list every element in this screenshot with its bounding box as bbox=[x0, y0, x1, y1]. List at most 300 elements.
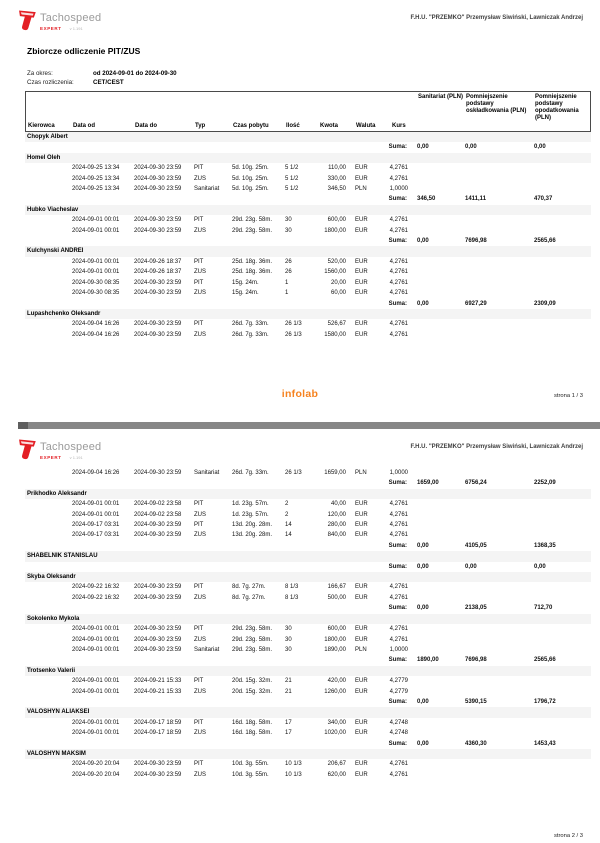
logo-text-block bbox=[40, 438, 101, 461]
ilosc-cell: 17 bbox=[285, 730, 292, 737]
data-do-cell: 2024-09-30 23:59 bbox=[134, 186, 182, 193]
waluta-cell: EUR bbox=[355, 730, 368, 737]
waluta-cell: EUR bbox=[355, 331, 368, 338]
data-od-cell: 2024-09-01 00:01 bbox=[72, 511, 120, 518]
data-do-cell: 2024-09-30 23:59 bbox=[134, 636, 182, 643]
czas-pobytu-cell: 20d. 15g. 32m. bbox=[232, 678, 273, 685]
tachospeed-logo-icon bbox=[17, 9, 37, 32]
suma-sanitariat-value: 0,00 bbox=[417, 605, 429, 612]
data-do-cell: 2024-09-17 18:59 bbox=[134, 730, 182, 737]
kurs-cell: 4,2779 bbox=[389, 678, 408, 685]
kurs-cell: 4,2761 bbox=[389, 279, 408, 286]
typ-cell: PIT bbox=[194, 761, 204, 768]
ilosc-cell: 26 1/3 bbox=[285, 331, 302, 338]
data-od-cell: 2024-09-01 00:01 bbox=[72, 636, 120, 643]
data-od-cell: 2024-09-01 00:01 bbox=[72, 626, 120, 633]
company-name: F.H.U. "PRZEMKO" Przemysław Siwiński, Lawniczak Andrzej bbox=[410, 15, 583, 21]
ilosc-cell: 26 1/3 bbox=[285, 321, 302, 328]
suma-oskladkowania-value: 2138,05 bbox=[465, 605, 487, 612]
czas-pobytu-cell: 16d. 18g. 58m. bbox=[232, 730, 273, 737]
kwota-cell: 840,00 bbox=[327, 532, 346, 539]
kwota-cell: 1580,00 bbox=[324, 331, 346, 338]
czas-pobytu-cell: 5d. 10g. 25m. bbox=[232, 186, 269, 193]
suma-sanitariat-value: 0,00 bbox=[417, 542, 429, 549]
typ-cell: Sanitariat bbox=[194, 470, 220, 476]
suma-sanitariat-value: 0,00 bbox=[417, 144, 429, 151]
waluta-cell: EUR bbox=[355, 321, 368, 328]
entry-row bbox=[25, 468, 591, 478]
brand-name: Tachospeed bbox=[40, 441, 102, 453]
data-od-cell: 2024-09-01 00:01 bbox=[72, 217, 120, 224]
driver-group-row bbox=[25, 707, 591, 717]
suma-opodatkowania-value: 470,37 bbox=[534, 196, 553, 203]
entry-row bbox=[25, 530, 591, 540]
kurs-cell: 4,2761 bbox=[389, 321, 408, 328]
entry-row bbox=[25, 330, 591, 340]
kwota-cell: 40,00 bbox=[330, 501, 346, 508]
suma-label: Suma: bbox=[388, 300, 407, 307]
entry-row bbox=[25, 520, 591, 530]
entry-row bbox=[25, 278, 591, 288]
kwota-cell: 206,67 bbox=[327, 761, 346, 768]
suma-opodatkowania-value: 1368,35 bbox=[534, 542, 556, 549]
data-od-cell: 2024-09-01 00:01 bbox=[72, 678, 120, 685]
entry-row bbox=[25, 728, 591, 738]
suma-label: Suma: bbox=[388, 542, 407, 549]
czas-pobytu-cell: 29d. 23g. 58m. bbox=[232, 626, 273, 633]
kwota-cell: 110,00 bbox=[328, 165, 346, 172]
driver-name: Kulchynski ANDREI bbox=[27, 248, 84, 255]
ilosc-cell: 30 bbox=[285, 636, 292, 643]
entry-row bbox=[25, 759, 591, 769]
entry-row bbox=[25, 319, 591, 329]
typ-cell: PIT bbox=[194, 217, 204, 224]
kurs-cell: 4,2761 bbox=[389, 522, 408, 529]
suma-row bbox=[25, 299, 591, 309]
suma-label: Suma: bbox=[388, 238, 407, 245]
data-do-cell: 2024-09-30 23:59 bbox=[134, 646, 182, 653]
suma-label: Suma: bbox=[388, 740, 407, 747]
kwota-cell: 420,00 bbox=[327, 678, 346, 685]
page1-number: strona 1 / 3 bbox=[553, 393, 583, 399]
typ-cell: ZUS bbox=[194, 269, 206, 276]
typ-cell: PIT bbox=[194, 165, 204, 172]
waluta-cell: PLN bbox=[355, 186, 367, 193]
waluta-cell: EUR bbox=[355, 678, 368, 685]
suma-oskladkowania-value: 4105,05 bbox=[465, 542, 487, 549]
data-od-cell: 2024-09-04 16:26 bbox=[72, 321, 120, 328]
tachospeed-logo-icon bbox=[17, 438, 37, 461]
entry-row bbox=[25, 687, 591, 697]
data-do-cell: 2024-09-30 23:59 bbox=[134, 279, 182, 286]
kurs-cell: 1,0000 bbox=[389, 646, 408, 653]
driver-group-row bbox=[25, 614, 591, 624]
czas-pobytu-cell: 26d. 7g. 33m. bbox=[232, 470, 269, 476]
ilosc-cell: 21 bbox=[285, 678, 292, 685]
kwota-cell: 520,00 bbox=[327, 258, 346, 265]
waluta-cell: EUR bbox=[355, 269, 368, 276]
kurs-cell: 4,2761 bbox=[389, 175, 408, 182]
typ-cell: PIT bbox=[194, 279, 204, 286]
ilosc-cell: 30 bbox=[285, 217, 292, 224]
typ-cell: PIT bbox=[194, 501, 204, 508]
column-header-data-od: Data od bbox=[73, 123, 96, 129]
czas-pobytu-cell: 29d. 23g. 58m. bbox=[232, 636, 273, 643]
suma-opodatkowania-value: 0,00 bbox=[534, 144, 546, 151]
ilosc-cell: 30 bbox=[285, 626, 292, 633]
suma-opodatkowania-value: 2565,66 bbox=[534, 657, 556, 664]
driver-name: SHABELNIK STANISLAU bbox=[27, 553, 98, 560]
typ-cell: PIT bbox=[194, 522, 204, 529]
suma-sanitariat-value: 1890,00 bbox=[417, 657, 439, 664]
data-do-cell: 2024-09-21 15:33 bbox=[134, 688, 182, 695]
typ-cell: ZUS bbox=[194, 688, 206, 695]
waluta-cell: EUR bbox=[355, 688, 368, 695]
ilosc-cell: 5 1/2 bbox=[285, 186, 299, 193]
ilosc-cell: 14 bbox=[285, 522, 292, 529]
typ-cell: ZUS bbox=[194, 290, 206, 297]
entry-row bbox=[25, 257, 591, 267]
czas-pobytu-cell: 26d. 7g. 33m. bbox=[232, 321, 269, 328]
czas-pobytu-cell: 26d. 7g. 33m. bbox=[232, 331, 269, 338]
data-do-cell: 2024-09-26 18:37 bbox=[134, 258, 182, 265]
typ-cell: PIT bbox=[194, 584, 204, 591]
kurs-cell: 4,2748 bbox=[389, 730, 408, 737]
kwota-cell: 330,00 bbox=[327, 175, 346, 182]
timezone-value: CET/CEST bbox=[93, 79, 124, 86]
driver-group-row bbox=[25, 132, 591, 142]
driver-group-row bbox=[25, 246, 591, 256]
data-do-cell: 2024-09-30 23:59 bbox=[134, 217, 182, 224]
kurs-cell: 1,0000 bbox=[389, 470, 408, 476]
tachospeed-logo bbox=[17, 9, 101, 32]
waluta-cell: EUR bbox=[355, 761, 368, 768]
data-od-cell: 2024-09-25 13:34 bbox=[72, 186, 120, 193]
entry-row bbox=[25, 163, 591, 173]
czas-pobytu-cell: 29d. 23g. 58m. bbox=[232, 227, 273, 234]
entry-row bbox=[25, 184, 591, 194]
kwota-cell: 500,00 bbox=[327, 594, 346, 601]
suma-row bbox=[25, 541, 591, 551]
kurs-cell: 4,2761 bbox=[389, 269, 408, 276]
suma-oskladkowania-value: 7696,98 bbox=[465, 657, 487, 664]
entry-row bbox=[25, 645, 591, 655]
suma-sanitariat-value: 0,00 bbox=[417, 300, 429, 307]
waluta-cell: EUR bbox=[355, 511, 368, 518]
typ-cell: ZUS bbox=[194, 227, 206, 234]
kwota-cell: 120,00 bbox=[327, 511, 346, 518]
kurs-cell: 4,2761 bbox=[389, 594, 408, 601]
kwota-cell: 1560,00 bbox=[324, 269, 346, 276]
driver-group-row bbox=[25, 205, 591, 215]
data-od-cell: 2024-09-30 08:35 bbox=[72, 279, 120, 286]
data-od-cell: 2024-09-01 00:01 bbox=[72, 258, 120, 265]
kwota-cell: 600,00 bbox=[327, 626, 346, 633]
entry-row bbox=[25, 718, 591, 728]
czas-pobytu-cell: 20d. 15g. 32m. bbox=[232, 688, 273, 695]
ilosc-cell: 10 1/3 bbox=[285, 771, 302, 778]
data-od-cell: 2024-09-04 16:26 bbox=[72, 470, 120, 476]
typ-cell: ZUS bbox=[194, 175, 206, 182]
data-od-cell: 2024-09-01 00:01 bbox=[72, 501, 120, 508]
data-do-cell: 2024-09-30 23:59 bbox=[134, 584, 182, 591]
column-header-ilosc: Ilość bbox=[286, 123, 300, 129]
entry-row bbox=[25, 582, 591, 592]
report-meta bbox=[27, 69, 600, 87]
ilosc-cell: 26 1/3 bbox=[285, 470, 302, 476]
suma-opodatkowania-value: 712,70 bbox=[534, 605, 553, 612]
ilosc-cell: 30 bbox=[285, 227, 292, 234]
report-page-2 bbox=[0, 429, 600, 842]
report-title: Zbiorcze odliczenie PIT/ZUS bbox=[27, 46, 141, 56]
data-do-cell: 2024-09-30 23:59 bbox=[134, 290, 182, 297]
driver-name: VALOSHYN ALIAKSEI bbox=[27, 709, 90, 716]
data-od-cell: 2024-09-01 00:01 bbox=[72, 646, 120, 653]
data-od-cell: 2024-09-25 13:34 bbox=[72, 175, 120, 182]
column-header-waluta: Waluta bbox=[356, 123, 376, 129]
entry-row bbox=[25, 593, 591, 603]
column-header-czas-pobytu: Czas pobytu bbox=[233, 123, 269, 129]
column-header-typ: Typ bbox=[195, 123, 206, 129]
ilosc-cell: 2 bbox=[285, 511, 289, 518]
entry-row bbox=[25, 215, 591, 225]
kwota-cell: 620,00 bbox=[327, 771, 346, 778]
entry-row bbox=[25, 174, 591, 184]
typ-cell: ZUS bbox=[194, 636, 206, 643]
column-header-oskladkowania: Pomniejszenie podstawy oskładkowania (PLN) bbox=[466, 94, 527, 114]
driver-name: Prikhodko Aleksandr bbox=[27, 490, 87, 497]
waluta-cell: PLN bbox=[355, 470, 367, 476]
driver-name: Hubko Viacheslav bbox=[27, 206, 79, 213]
version-label: v 1.191 bbox=[69, 26, 83, 31]
page-header bbox=[0, 0, 600, 37]
kwota-cell: 1020,00 bbox=[324, 730, 346, 737]
kurs-cell: 4,2761 bbox=[389, 258, 408, 265]
waluta-cell: EUR bbox=[355, 771, 368, 778]
driver-name: Chopyk Albert bbox=[27, 134, 68, 140]
data-od-cell: 2024-09-01 00:01 bbox=[72, 719, 120, 726]
czas-pobytu-cell: 25d. 18g. 36m. bbox=[232, 269, 273, 276]
suma-sanitariat-value: 0,00 bbox=[417, 563, 429, 570]
page-separator-bar bbox=[18, 422, 600, 429]
suma-oskladkowania-value: 4360,30 bbox=[465, 740, 487, 747]
page2-header bbox=[0, 429, 600, 466]
entry-row bbox=[25, 267, 591, 277]
kwota-cell: 600,00 bbox=[327, 217, 346, 224]
edition-label: EXPERT bbox=[40, 455, 62, 460]
data-od-cell: 2024-09-01 00:01 bbox=[72, 269, 120, 276]
ilosc-cell: 17 bbox=[285, 719, 292, 726]
waluta-cell: EUR bbox=[355, 227, 368, 234]
czas-pobytu-cell: 8d. 7g. 27m. bbox=[232, 594, 266, 601]
data-do-cell: 2024-09-30 23:59 bbox=[134, 165, 182, 172]
data-do-cell: 2024-09-30 23:59 bbox=[134, 771, 182, 778]
czas-pobytu-cell: 29d. 23g. 58m. bbox=[232, 646, 273, 653]
ilosc-cell: 10 1/3 bbox=[285, 761, 302, 768]
suma-row bbox=[25, 739, 591, 749]
suma-opodatkowania-value: 2565,66 bbox=[534, 238, 556, 245]
suma-oskladkowania-value: 0,00 bbox=[465, 144, 477, 151]
driver-group-row bbox=[25, 489, 591, 499]
period-label: Za okres: bbox=[27, 70, 53, 77]
waluta-cell: EUR bbox=[355, 719, 368, 726]
data-do-cell: 2024-09-30 23:59 bbox=[134, 532, 182, 539]
suma-label: Suma: bbox=[388, 480, 407, 487]
ilosc-cell: 26 bbox=[285, 269, 292, 276]
data-do-cell: 2024-09-17 18:59 bbox=[134, 719, 182, 726]
kwota-cell: 1800,00 bbox=[324, 636, 346, 643]
data-od-cell: 2024-09-01 00:01 bbox=[72, 730, 120, 737]
waluta-cell: EUR bbox=[355, 522, 368, 529]
data-do-cell: 2024-09-30 23:59 bbox=[134, 331, 182, 338]
kurs-cell: 4,2761 bbox=[389, 584, 408, 591]
driver-name: Lupashchenko Oleksandr bbox=[27, 310, 101, 317]
kurs-cell: 4,2748 bbox=[389, 719, 408, 726]
suma-opodatkowania-value: 2252,09 bbox=[534, 480, 556, 487]
ilosc-cell: 1 bbox=[285, 279, 289, 286]
ilosc-cell: 14 bbox=[285, 532, 292, 539]
ilosc-cell: 1 bbox=[285, 290, 289, 297]
brand-name: Tachospeed bbox=[40, 12, 102, 24]
driver-group-row bbox=[25, 666, 591, 676]
czas-pobytu-cell: 15g. 24m. bbox=[232, 290, 259, 297]
czas-pobytu-cell: 1d. 23g. 57m. bbox=[232, 501, 269, 508]
kurs-cell: 4,2761 bbox=[389, 290, 408, 297]
data-do-cell: 2024-09-30 23:59 bbox=[134, 594, 182, 601]
czas-pobytu-cell: 15g. 24m. bbox=[232, 279, 259, 286]
typ-cell: PIT bbox=[194, 719, 204, 726]
kurs-cell: 4,2761 bbox=[389, 227, 408, 234]
data-od-cell: 2024-09-30 08:35 bbox=[72, 290, 120, 297]
data-od-cell: 2024-09-04 16:26 bbox=[72, 331, 120, 338]
column-header-opodatkowania: Pomniejszenie podstawy opodatkowania (PLN) bbox=[535, 94, 579, 121]
waluta-cell: EUR bbox=[355, 279, 368, 286]
column-header-data-do: Data do bbox=[135, 123, 158, 129]
suma-oskladkowania-value: 6927,29 bbox=[465, 300, 487, 307]
czas-pobytu-cell: 1d. 23g. 57m. bbox=[232, 511, 269, 518]
data-do-cell: 2024-09-30 23:59 bbox=[134, 470, 182, 476]
data-od-cell: 2024-09-17 03:31 bbox=[72, 532, 120, 539]
kurs-cell: 4,2761 bbox=[389, 501, 408, 508]
typ-cell: ZUS bbox=[194, 730, 206, 737]
kurs-cell: 4,2761 bbox=[389, 331, 408, 338]
kurs-cell: 4,2761 bbox=[389, 511, 408, 518]
version-label: v 1.191 bbox=[69, 455, 83, 460]
data-do-cell: 2024-09-30 23:59 bbox=[134, 227, 182, 234]
kurs-cell: 4,2761 bbox=[389, 771, 408, 778]
suma-label: Suma: bbox=[388, 144, 407, 151]
kurs-cell: 4,2761 bbox=[389, 532, 408, 539]
data-do-cell: 2024-09-30 23:59 bbox=[134, 761, 182, 768]
suma-sanitariat-value: 0,00 bbox=[417, 740, 429, 747]
data-od-cell: 2024-09-20 20:04 bbox=[72, 771, 120, 778]
kurs-cell: 4,2761 bbox=[389, 636, 408, 643]
waluta-cell: EUR bbox=[355, 175, 368, 182]
suma-label: Suma: bbox=[388, 605, 407, 612]
data-od-cell: 2024-09-17 03:31 bbox=[72, 522, 120, 529]
ilosc-cell: 26 bbox=[285, 258, 292, 265]
kwota-cell: 20,00 bbox=[330, 279, 346, 286]
column-header-kurs: Kurs bbox=[392, 123, 406, 129]
data-do-cell: 2024-09-21 15:33 bbox=[134, 678, 182, 685]
kurs-cell: 4,2761 bbox=[389, 626, 408, 633]
suma-oskladkowania-value: 1411,11 bbox=[465, 196, 487, 203]
company-name: F.H.U. "PRZEMKO" Przemysław Siwiński, Lawniczak Andrzej bbox=[410, 444, 583, 450]
ilosc-cell: 21 bbox=[285, 688, 292, 695]
waluta-cell: EUR bbox=[355, 217, 368, 224]
waluta-cell: EUR bbox=[355, 584, 368, 591]
suma-label: Suma: bbox=[388, 657, 407, 664]
typ-cell: ZUS bbox=[194, 771, 206, 778]
czas-pobytu-cell: 5d. 10g. 25m. bbox=[232, 175, 269, 182]
ilosc-cell: 5 1/2 bbox=[285, 165, 299, 172]
typ-cell: ZUS bbox=[194, 532, 206, 539]
suma-row bbox=[25, 655, 591, 665]
tachospeed-logo bbox=[17, 438, 101, 461]
driver-group-row bbox=[25, 749, 591, 759]
kwota-cell: 526,67 bbox=[327, 321, 346, 328]
logo-text-block bbox=[40, 9, 101, 32]
page2-number: strona 2 / 3 bbox=[553, 833, 583, 839]
suma-row bbox=[25, 236, 591, 246]
entry-row bbox=[25, 624, 591, 634]
suma-label: Suma: bbox=[388, 563, 407, 570]
entry-row bbox=[25, 226, 591, 236]
czas-pobytu-cell: 29d. 23g. 58m. bbox=[232, 217, 273, 224]
suma-oskladkowania-value: 6756,24 bbox=[465, 480, 487, 487]
czas-pobytu-cell: 13d. 20g. 28m. bbox=[232, 532, 273, 539]
column-header-kierowca: Kierowca bbox=[28, 123, 55, 129]
data-do-cell: 2024-09-30 23:59 bbox=[134, 522, 182, 529]
driver-name: Trotsenko Valerii bbox=[27, 667, 76, 674]
table-body-page1 bbox=[25, 132, 591, 340]
waluta-cell: EUR bbox=[355, 532, 368, 539]
table-body-page2 bbox=[25, 468, 591, 780]
period-value: od 2024-09-01 do 2024-09-30 bbox=[93, 70, 177, 77]
column-header-kwota: Kwota bbox=[320, 123, 338, 129]
entry-row bbox=[25, 770, 591, 780]
suma-oskladkowania-value: 7696,98 bbox=[465, 238, 487, 245]
suma-sanitariat-value: 1659,00 bbox=[417, 480, 439, 487]
suma-opodatkowania-value: 1453,43 bbox=[534, 740, 556, 747]
suma-row bbox=[25, 562, 591, 572]
suma-row bbox=[25, 142, 591, 152]
driver-name: Sokolenko Mykola bbox=[27, 615, 80, 622]
data-od-cell: 2024-09-01 00:01 bbox=[72, 227, 120, 234]
entry-row bbox=[25, 499, 591, 509]
data-od-cell: 2024-09-25 13:34 bbox=[72, 165, 120, 172]
kwota-cell: 166,67 bbox=[327, 584, 346, 591]
waluta-cell: EUR bbox=[355, 165, 368, 172]
infolab-logo: infolab bbox=[281, 388, 319, 400]
driver-group-row bbox=[25, 572, 591, 582]
suma-row bbox=[25, 194, 591, 204]
waluta-cell: PLN bbox=[355, 646, 367, 653]
data-do-cell: 2024-09-30 23:59 bbox=[134, 175, 182, 182]
typ-cell: PIT bbox=[194, 258, 204, 265]
suma-row bbox=[25, 478, 591, 488]
column-header-sanitariat: Sanitariat (PLN) bbox=[418, 94, 464, 100]
entry-row bbox=[25, 676, 591, 686]
suma-opodatkowania-value: 1796,72 bbox=[534, 698, 556, 705]
ilosc-cell: 2 bbox=[285, 501, 289, 508]
data-do-cell: 2024-09-02 23:58 bbox=[134, 511, 182, 518]
waluta-cell: EUR bbox=[355, 290, 368, 297]
suma-row bbox=[25, 697, 591, 707]
czas-pobytu-cell: 8d. 7g. 27m. bbox=[232, 584, 266, 591]
driver-name: VALOSHYN MAKSIM bbox=[27, 750, 86, 757]
ilosc-cell: 5 1/2 bbox=[285, 175, 299, 182]
